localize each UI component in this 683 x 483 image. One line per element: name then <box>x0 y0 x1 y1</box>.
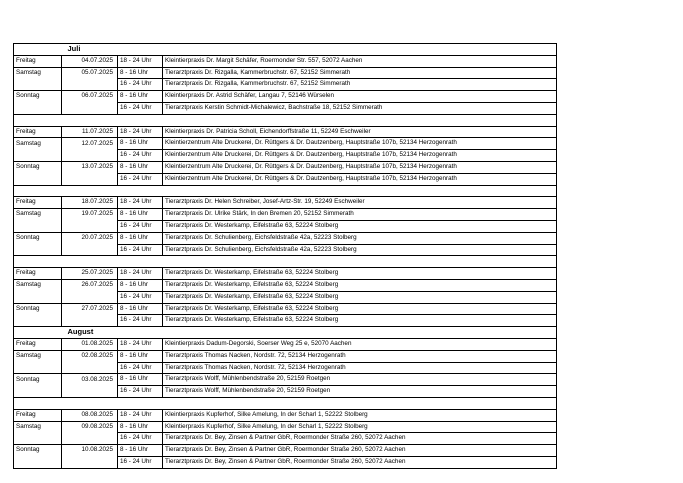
date-cell: 12.07.2025 <box>62 138 118 150</box>
spacer-cell <box>14 185 62 197</box>
practice-cell: Tierarztpraxis Dr. Bey, Zinsen & Partner GbR, Roermonder Straße 260, 52072 Aachen <box>163 445 557 457</box>
practice-cell: Kleintierpraxis Dr. Astrid Schäfer, Langau 7, 52146 Würselen <box>163 91 557 103</box>
spacer-cell <box>14 256 62 268</box>
time-slot-cell: 8 - 16 Uhr <box>118 91 163 103</box>
schedule-row <box>14 150 557 162</box>
schedule-sheet <box>13 43 556 469</box>
date-cell: 06.07.2025 <box>62 91 118 103</box>
time-slot-cell: 8 - 16 Uhr <box>118 445 163 457</box>
week-spacer-row <box>14 397 557 409</box>
time-slot-cell: 16 - 24 Uhr <box>118 433 163 445</box>
weekday-cell <box>14 102 62 114</box>
on-call-schedule-table <box>13 43 557 469</box>
weekday-cell: Samstag <box>14 138 62 150</box>
month-header-blank <box>118 44 163 56</box>
weekday-cell: Freitag <box>14 268 62 280</box>
time-slot-cell: 18 - 24 Uhr <box>118 338 163 350</box>
schedule-body <box>14 44 557 469</box>
month-header-blank <box>118 327 163 339</box>
practice-cell: Kleintierpraxis Dadum-Degorski, Soerser Weg 25 e, 52070 Aachen <box>163 338 557 350</box>
spacer-cell <box>163 256 557 268</box>
month-header-row <box>14 327 557 339</box>
schedule-row <box>14 220 557 232</box>
schedule-row <box>14 79 557 91</box>
date-cell: 11.07.2025 <box>62 126 118 138</box>
date-cell <box>62 291 118 303</box>
weekday-cell: Samstag <box>14 421 62 433</box>
date-cell <box>62 386 118 398</box>
weekday-cell <box>14 173 62 185</box>
schedule-row <box>14 244 557 256</box>
weekday-cell: Sonntag <box>14 161 62 173</box>
date-cell <box>62 244 118 256</box>
schedule-row <box>14 173 557 185</box>
weekday-cell <box>14 315 62 327</box>
time-slot-cell: 16 - 24 Uhr <box>118 220 163 232</box>
weekday-cell: Freitag <box>14 55 62 67</box>
weekday-cell: Sonntag <box>14 232 62 244</box>
practice-cell: Tierarztpraxis Dr. Schulienberg, Eichsfeldstraße 42a, 52223 Stolberg <box>163 244 557 256</box>
weekday-cell: Freitag <box>14 126 62 138</box>
practice-cell: Kleintierpraxis Dr. Patricia Scholl, Eichendorffstraße 11, 52249 Eschweiler <box>163 126 557 138</box>
date-cell: 13.07.2025 <box>62 161 118 173</box>
schedule-row <box>14 338 557 350</box>
schedule-row <box>14 409 557 421</box>
date-cell <box>62 79 118 91</box>
month-header-blank <box>163 327 557 339</box>
time-slot-cell: 18 - 24 Uhr <box>118 409 163 421</box>
schedule-row <box>14 67 557 79</box>
weekday-cell <box>14 386 62 398</box>
schedule-row <box>14 445 557 457</box>
schedule-row <box>14 126 557 138</box>
weekday-cell: Freitag <box>14 409 62 421</box>
weekday-cell: Sonntag <box>14 303 62 315</box>
weekday-cell: Samstag <box>14 209 62 221</box>
schedule-row <box>14 91 557 103</box>
time-slot-cell: 8 - 16 Uhr <box>118 303 163 315</box>
weekday-cell <box>14 150 62 162</box>
weekday-cell <box>14 362 62 374</box>
date-cell: 19.07.2025 <box>62 209 118 221</box>
time-slot-cell: 8 - 16 Uhr <box>118 138 163 150</box>
date-cell <box>62 456 118 468</box>
practice-cell: Tierarztpraxis Wolff, Mühlenbendstraße 20, 52159 Roetgen <box>163 386 557 398</box>
spacer-cell <box>118 185 163 197</box>
practice-cell: Tierarztpraxis Dr. Westerkamp, Eifelstraße 63, 52224 Stolberg <box>163 303 557 315</box>
date-cell <box>62 362 118 374</box>
practice-cell: Tierarztpraxis Dr. Schulienberg, Eichsfeldstraße 42a, 52223 Stolberg <box>163 232 557 244</box>
month-label: Juli <box>62 44 118 56</box>
week-spacer-row <box>14 256 557 268</box>
practice-cell: Tierarztpraxis Thomas Nacken, Nordstr. 72, 52134 Herzogenrath <box>163 350 557 362</box>
spacer-cell <box>62 185 118 197</box>
spacer-cell <box>62 397 118 409</box>
weekday-cell: Samstag <box>14 67 62 79</box>
date-cell <box>62 315 118 327</box>
date-cell: 10.08.2025 <box>62 445 118 457</box>
spacer-cell <box>118 114 163 126</box>
weekday-cell: Sonntag <box>14 445 62 457</box>
date-cell <box>62 433 118 445</box>
week-spacer-row <box>14 185 557 197</box>
practice-cell: Tierarztpraxis Kerstin Schmidt-Michalewicz, Bachstraße 18, 52152 Simmerath <box>163 102 557 114</box>
practice-cell: Kleintierzentrum Alte Druckerei, Dr. Rüttgers & Dr. Dautzenberg, Hauptstraße 107b, 52134 Herzogenrath <box>163 161 557 173</box>
time-slot-cell: 18 - 24 Uhr <box>118 126 163 138</box>
weekday-cell <box>14 244 62 256</box>
date-cell: 25.07.2025 <box>62 268 118 280</box>
schedule-row <box>14 362 557 374</box>
schedule-row <box>14 433 557 445</box>
spacer-cell <box>163 114 557 126</box>
time-slot-cell: 8 - 16 Uhr <box>118 350 163 362</box>
month-header-blank <box>163 44 557 56</box>
schedule-row <box>14 456 557 468</box>
practice-cell: Kleintierzentrum Alte Druckerei, Dr. Rüttgers & Dr. Dautzenberg, Hauptstraße 107b, 52134 Herzogenrath <box>163 138 557 150</box>
time-slot-cell: 8 - 16 Uhr <box>118 421 163 433</box>
schedule-row <box>14 268 557 280</box>
time-slot-cell: 8 - 16 Uhr <box>118 232 163 244</box>
schedule-row <box>14 374 557 386</box>
weekday-cell: Sonntag <box>14 374 62 386</box>
date-cell: 26.07.2025 <box>62 279 118 291</box>
schedule-row <box>14 197 557 209</box>
month-header-blank <box>14 327 62 339</box>
practice-cell: Tierarztpraxis Wolff, Mühlenbendstraße 20, 52159 Roetgen <box>163 374 557 386</box>
practice-cell: Tierarztpraxis Dr. Ulrike Stärk, In den Bremen 20, 52152 Simmerath <box>163 209 557 221</box>
practice-cell: Tierarztpraxis Dr. Westerkamp, Eifelstraße 63, 52224 Stolberg <box>163 220 557 232</box>
practice-cell: Kleintierzentrum Alte Druckerei, Dr. Rüttgers & Dr. Dautzenberg, Hauptstraße 107b, 52134 Herzogenrath <box>163 173 557 185</box>
schedule-row <box>14 55 557 67</box>
weekday-cell: Freitag <box>14 197 62 209</box>
practice-cell: Tierarztpraxis Dr. Rizgalla, Kammerbruchstr. 67, 52152 Simmerath <box>163 67 557 79</box>
date-cell: 18.07.2025 <box>62 197 118 209</box>
schedule-row <box>14 232 557 244</box>
date-cell: 02.08.2025 <box>62 350 118 362</box>
time-slot-cell: 16 - 24 Uhr <box>118 362 163 374</box>
schedule-row <box>14 421 557 433</box>
weekday-cell: Samstag <box>14 279 62 291</box>
date-cell: 20.07.2025 <box>62 232 118 244</box>
practice-cell: Tierarztpraxis Dr. Westerkamp, Eifelstraße 63, 52224 Stolberg <box>163 268 557 280</box>
schedule-row <box>14 279 557 291</box>
date-cell <box>62 220 118 232</box>
practice-cell: Kleintierpraxis Dr. Margit Schäfer, Roermonder Str. 557, 52072 Aachen <box>163 55 557 67</box>
weekday-cell <box>14 291 62 303</box>
time-slot-cell: 16 - 24 Uhr <box>118 456 163 468</box>
date-cell: 09.08.2025 <box>62 421 118 433</box>
schedule-row <box>14 161 557 173</box>
practice-cell: Tierarztpraxis Dr. Bey, Zinsen & Partner GbR, Roermonder Straße 260, 52072 Aachen <box>163 433 557 445</box>
time-slot-cell: 8 - 16 Uhr <box>118 161 163 173</box>
date-cell: 04.07.2025 <box>62 55 118 67</box>
date-cell: 08.08.2025 <box>62 409 118 421</box>
practice-cell: Tierarztpraxis Dr. Helen Schreiber, Josef-Artz-Str. 19, 52249 Eschweiler <box>163 197 557 209</box>
practice-cell: Tierarztpraxis Dr. Rizgalla, Kammerbruchstr. 67, 52152 Simmerath <box>163 79 557 91</box>
spacer-cell <box>163 397 557 409</box>
spacer-cell <box>118 256 163 268</box>
weekday-cell <box>14 456 62 468</box>
time-slot-cell: 18 - 24 Uhr <box>118 197 163 209</box>
practice-cell: Tierarztpraxis Dr. Westerkamp, Eifelstraße 63, 52224 Stolberg <box>163 279 557 291</box>
practice-cell: Kleintierpraxis Kupferhof, Silke Amelung, In der Scharl 1, 52222 Stolberg <box>163 421 557 433</box>
time-slot-cell: 16 - 24 Uhr <box>118 315 163 327</box>
week-spacer-row <box>14 114 557 126</box>
practice-cell: Kleintierpraxis Kupferhof, Silke Amelung, In der Scharl 1, 52222 Stolberg <box>163 409 557 421</box>
spacer-cell <box>163 185 557 197</box>
schedule-row <box>14 291 557 303</box>
weekday-cell: Samstag <box>14 350 62 362</box>
weekday-cell <box>14 220 62 232</box>
time-slot-cell: 16 - 24 Uhr <box>118 386 163 398</box>
month-header-row <box>14 44 557 56</box>
date-cell: 01.08.2025 <box>62 338 118 350</box>
spacer-cell <box>62 114 118 126</box>
time-slot-cell: 8 - 16 Uhr <box>118 374 163 386</box>
weekday-cell: Sonntag <box>14 91 62 103</box>
time-slot-cell: 8 - 16 Uhr <box>118 67 163 79</box>
date-cell <box>62 102 118 114</box>
month-label: August <box>62 327 118 339</box>
date-cell: 05.07.2025 <box>62 67 118 79</box>
spacer-cell <box>62 256 118 268</box>
time-slot-cell: 8 - 16 Uhr <box>118 209 163 221</box>
weekday-cell <box>14 79 62 91</box>
time-slot-cell: 18 - 24 Uhr <box>118 55 163 67</box>
practice-cell: Tierarztpraxis Thomas Nacken, Nordstr. 72, 52134 Herzogenrath <box>163 362 557 374</box>
time-slot-cell: 16 - 24 Uhr <box>118 150 163 162</box>
date-cell <box>62 173 118 185</box>
date-cell <box>62 150 118 162</box>
spacer-cell <box>14 114 62 126</box>
time-slot-cell: 16 - 24 Uhr <box>118 79 163 91</box>
practice-cell: Tierarztpraxis Dr. Westerkamp, Eifelstraße 63, 52224 Stolberg <box>163 291 557 303</box>
date-cell: 27.07.2025 <box>62 303 118 315</box>
time-slot-cell: 18 - 24 Uhr <box>118 268 163 280</box>
time-slot-cell: 16 - 24 Uhr <box>118 244 163 256</box>
spacer-cell <box>118 397 163 409</box>
schedule-row <box>14 303 557 315</box>
time-slot-cell: 8 - 16 Uhr <box>118 279 163 291</box>
schedule-row <box>14 102 557 114</box>
date-cell: 03.08.2025 <box>62 374 118 386</box>
schedule-row <box>14 350 557 362</box>
month-header-blank <box>14 44 62 56</box>
time-slot-cell: 16 - 24 Uhr <box>118 291 163 303</box>
weekday-cell: Freitag <box>14 338 62 350</box>
time-slot-cell: 16 - 24 Uhr <box>118 102 163 114</box>
practice-cell: Tierarztpraxis Dr. Westerkamp, Eifelstraße 63, 52224 Stolberg <box>163 315 557 327</box>
time-slot-cell: 16 - 24 Uhr <box>118 173 163 185</box>
schedule-row <box>14 209 557 221</box>
schedule-row <box>14 315 557 327</box>
schedule-row <box>14 386 557 398</box>
schedule-row <box>14 138 557 150</box>
practice-cell: Kleintierzentrum Alte Druckerei, Dr. Rüttgers & Dr. Dautzenberg, Hauptstraße 107b, 52134 Herzogenrath <box>163 150 557 162</box>
spacer-cell <box>14 397 62 409</box>
practice-cell: Tierarztpraxis Dr. Bey, Zinsen & Partner GbR, Roermonder Straße 260, 52072 Aachen <box>163 456 557 468</box>
weekday-cell <box>14 433 62 445</box>
